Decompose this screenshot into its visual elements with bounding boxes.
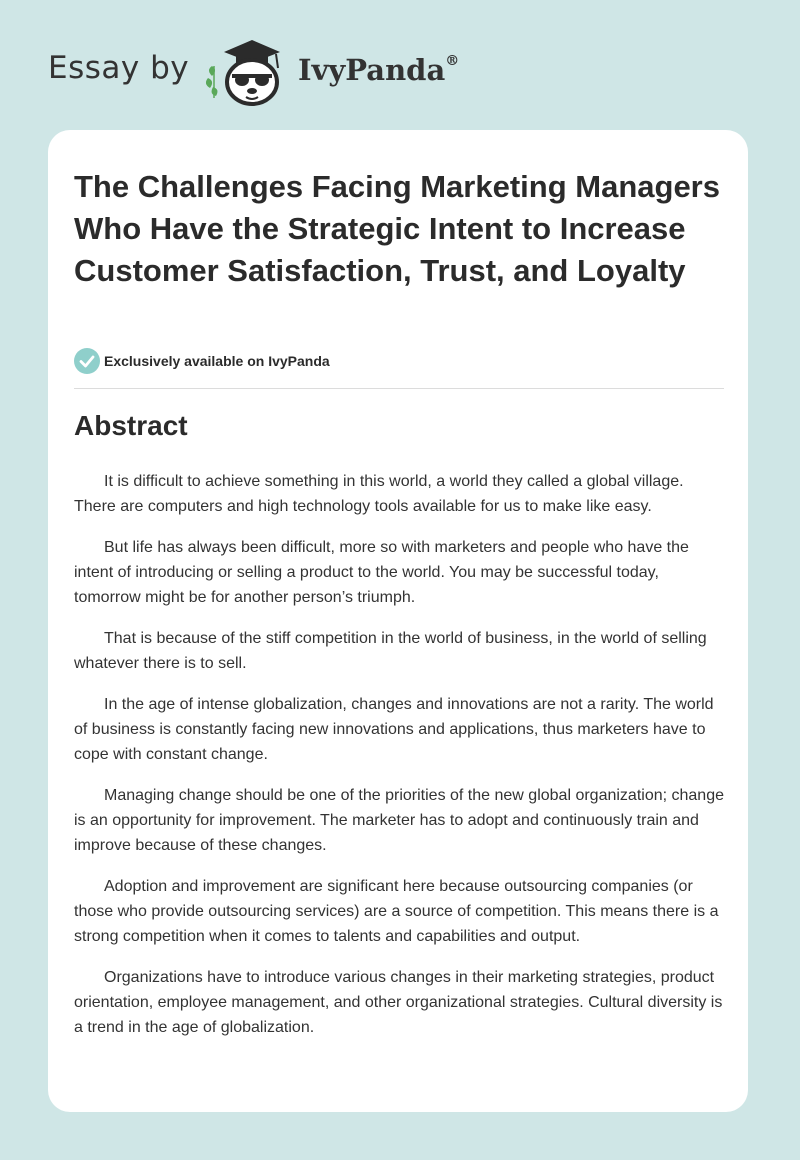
- brand-name[interactable]: [298, 53, 459, 87]
- site-header: [0, 0, 800, 130]
- panda-logo-icon[interactable]: [202, 36, 294, 108]
- paragraph: Managing change should be one of the priorities of the new global organization; change is an opportunity for improvement. The marketer has to adopt and continuously train and improve because of these changes.: [74, 787, 724, 854]
- section-heading: Abstract: [74, 410, 188, 441]
- essay-by-label: Essay by: [48, 50, 190, 86]
- check-icon: [74, 348, 100, 374]
- paragraph: Organizations have to introduce various changes in their marketing strategies, product orientation, employee management, and other organizational strategies. Cultural diversity is a trend in the age of globalization.: [74, 969, 723, 1036]
- page-title: The Challenges Facing Marketing Managers Who Have the Strategic Intent to Increase Customer Satisfaction, Trust, and Loyalty: [74, 169, 720, 288]
- ivy-leaf-icon: [206, 66, 218, 98]
- article-card: [48, 130, 748, 1112]
- paragraph: But life has always been difficult, more so with marketers and people who have the intent of introducing or selling a product to the world. You may be successful today, tomorrow might be for another person’s triumph.: [74, 539, 689, 606]
- exclusive-badge-label: Exclusively available on IvyPanda: [104, 353, 330, 369]
- paragraph: That is because of the stiff competition in the world of business, in the world of selling whatever there is to sell.: [74, 630, 707, 672]
- paragraph: Adoption and improvement are significant here because outsourcing companies (or those who provide outsourcing services) are a source of competition. This means there is a strong competition when it comes to talents and capabilities and output.: [74, 878, 719, 945]
- paragraph: It is difficult to achieve something in this world, a world they called a global village. There are computers and high technology tools available for us to make like easy.: [74, 473, 684, 515]
- registered-mark: ®: [445, 53, 460, 70]
- paragraph: In the age of intense globalization, changes and innovations are not a rarity. The world of business is constantly facing new innovations and applications, thus marketers have to cope with constant change.: [74, 696, 714, 763]
- divider: [74, 388, 724, 389]
- brand-label: IvyPanda: [298, 53, 446, 87]
- article-body: [74, 469, 724, 1056]
